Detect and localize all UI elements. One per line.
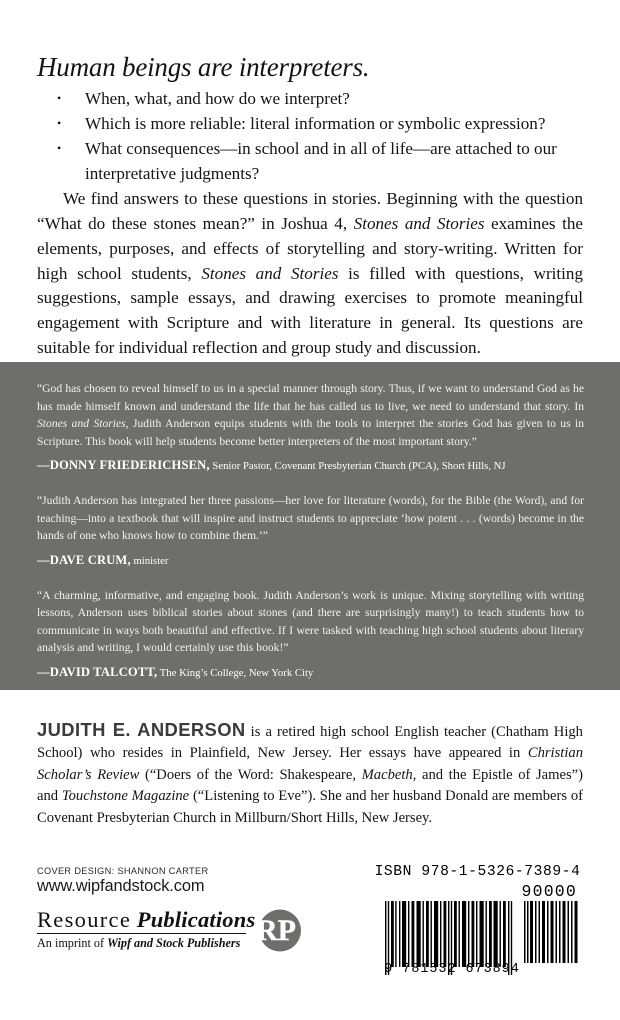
ean-digits-text: 9 781532 673894 [384,962,520,977]
author-bio [37,716,583,829]
endorsement-2-part1: “A charming, informative, and engaging book. Judith Anderson’s work is unique. Mixing storytelling with writing lessons, Anderson uses biblical stories about stones (and there are surprisingly many!) to teach students how to communicate in ways both beautiful and effective. If I were tasked with teaching high school students about literary analysis and writing, I would certainly use this book!” [37,588,584,654]
desc-part-1: We find answers to these questions in stories. Beginning with the question “What do these stones mean?” in Joshua 4, [37,189,583,233]
endorsement-text-2 [37,587,584,657]
list-item [37,112,583,137]
endorser-role-1: minister [130,554,169,567]
bio-part-3: , and the Epistle of James”) and [37,766,584,805]
imprint-sub-publisher: Wipf and Stock Publishers [107,936,241,951]
book-title-mention-2: Stones and Stories [201,263,339,283]
endorsement-0-part1: “God has chosen to reveal himself to us in a special manner through story. Thus, if we want to understand God as he has made himself known and understand the life that he has called us to live, we need to understand that story. In [37,382,584,413]
barcode-block [372,862,583,990]
endorsement-1 [37,492,584,568]
endorsement-1-part1: “Judith Anderson has integrated her three passions—her love for literature (words), for the Bible (the Word), and for teaching—into a textbook that will inspire and instruct students to appreciate ‘how potent . . . (words) become in the hands of one who knows how to combine them.’” [37,494,584,542]
endorsement-attribution-1 [37,553,584,568]
bio-part-4: (“Listening to Eve”). She and her husband Donald are members of Covenant Presbyterian Church in Millburn/Short Hills, New Jersey. [37,788,583,826]
endorsement-0 [37,380,584,473]
imprint-sub-prefix: An imprint of [37,936,108,951]
bio-part-1: is a retired high school English teacher (Chatham High School) who resides in Plainfield, New Jersey. Her essays have appeared in [37,724,583,762]
endorser-role-0: Senior Pastor, Covenant Presbyterian Church (PCA), Short Hills, NJ [209,460,506,472]
question-text-0: • When, what, and how do we interpret? [37,87,583,112]
isbn-text: ISBN 978-1-5326-7389-4 [374,864,581,880]
endorsement-text-0 [37,380,584,450]
endorser-name-2: —DAVID TALCOTT, [37,664,158,679]
headline: Human beings are interpreters. [37,52,370,82]
endorser-role-2: The King’s College, New York City [157,666,314,679]
rp-logo-icon [253,906,302,955]
bio-italic-3: Touchstone Magazine [61,788,190,805]
bio-italic-2: Macbeth [361,766,413,783]
svg-text:RP: RP [256,914,296,947]
endorsement-attribution-2 [37,665,584,680]
desc-part-2: examines the elements, purposes, and effects of storytelling and story-writing. Written for high school students, [37,213,583,283]
list-item [37,87,583,112]
question-list [37,87,583,187]
endorsement-0-part2: , Judith Anderson equips students with the tools to interpret the stories God has given to us in Scripture. This book will help students become better interpreters of the most important story.” [37,417,584,448]
list-item [37,137,583,187]
bio-part-2: (“Doers of the Word: Shakespeare, [139,766,362,783]
endorsement-text-1 [37,492,584,545]
author-name: JUDITH E. ANDERSON [37,719,246,740]
price-code-text: 90000 [521,882,577,901]
endorser-name-1: —DAVE CRUM, [37,552,131,567]
cover-design-credit: COVER DESIGN: SHANNON CARTER [37,866,209,876]
desc-part-3: is filled with questions, writing suggestions, sample essays, and drawing exercises to promote meaningful engagement with Scripture and with literature in general. Its questions are suitable for individual reflection and group study and discussion. [37,263,583,358]
endorsements-band [0,362,620,690]
imprint-word-publications: Publications [136,907,256,932]
bio-italic-1: Christian Scholar’s Review [37,745,583,783]
publisher-website[interactable]: www.wipfandstock.com [37,877,205,895]
question-text-2: • What consequences—in school and in all of life—are attached to our interpretative judgments? [37,137,583,187]
imprint-word-resource: Resource [37,907,132,932]
question-text-1: • Which is more reliable: literal information or symbolic expression? [37,112,583,137]
endorsement-2 [37,587,584,680]
book-title-mention-1: Stones and Stories [353,213,485,233]
endorsement-0-title: Stones and Stories [37,417,126,430]
description-block [37,52,583,361]
ean5-addon-bars-icon [524,901,578,963]
endorsement-attribution-0 [37,458,584,473]
endorser-name-0: —DONNY FRIEDERICHSEN, [37,458,210,472]
description-paragraph [37,187,583,361]
imprint-divider [37,933,246,935]
